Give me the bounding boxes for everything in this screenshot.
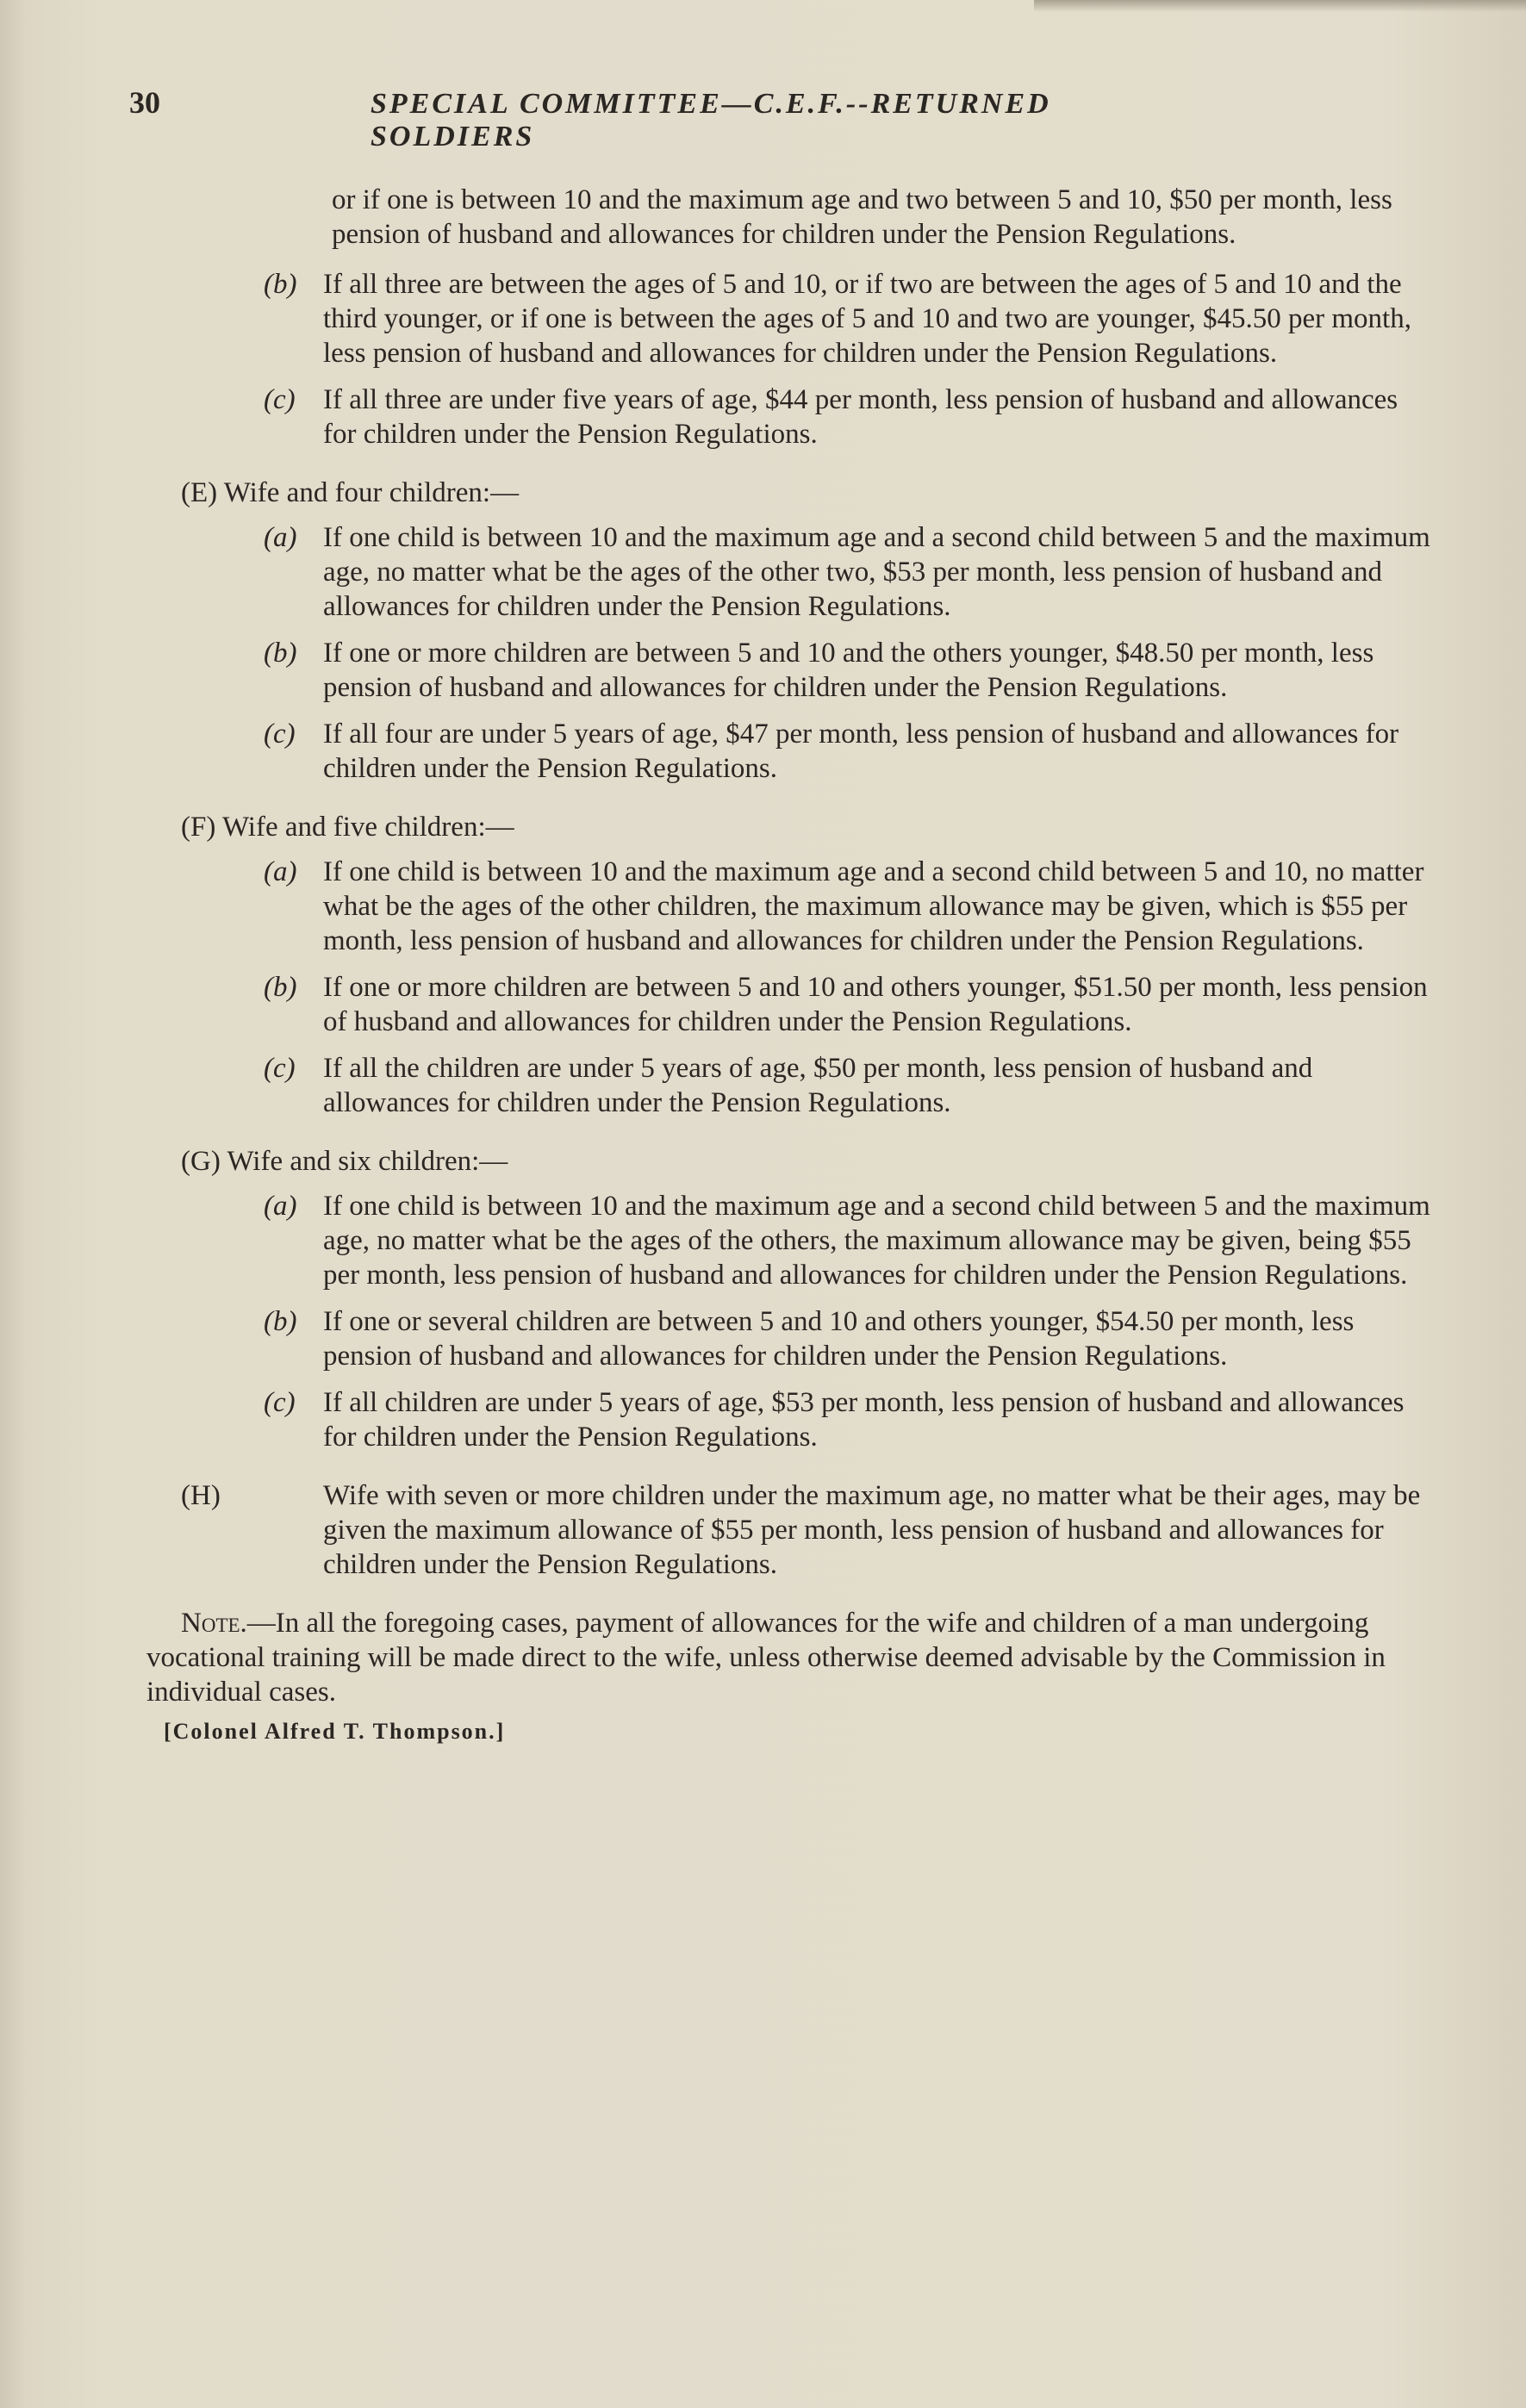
page-header (129, 84, 1215, 152)
subclause-letter: (b) (264, 638, 297, 669)
section-e (181, 476, 1430, 786)
subclause-text: If all three are under five years of age, $44 per month, less pension of husband and allowances for children under the Pension Regulations. (323, 384, 1398, 450)
subclause-d-b (181, 267, 1430, 370)
subclause-letter: (c) (264, 384, 296, 415)
page-edge-shadow (1034, 0, 1526, 12)
subclause-text: If all three are between the ages of 5 and 10, or if two are between the ages of 5 and 10 and the third younger, or if one is between the ages of 5 and 10 and two are younger, $45.50 per month, less pension of husband and allowances for children under the Pension Regulations. (323, 269, 1411, 369)
subclause-d-c (181, 383, 1430, 451)
section-heading: (F) Wife and five children:— (181, 812, 514, 843)
section-g (181, 1144, 1430, 1454)
subclause-e-c (181, 717, 1430, 786)
section-heading: (E) Wife and four children:— (181, 477, 520, 508)
section-h (181, 1478, 1430, 1582)
page-number: 30 (129, 85, 160, 120)
subclause-g-b (181, 1304, 1430, 1373)
subclause-text: If all four are under 5 years of age, $47 per month, less pension of husband and allowances for children under the Pension Regulations. (323, 719, 1399, 784)
subclause-text: If one or more children are between 5 and 10 and others younger, $51.50 per month, less pension of husband and allowances for children under the Pension Regulations. (323, 972, 1428, 1037)
continued-paragraph: or if one is between 10 and the maximum age and two between 5 and 10, $50 per month, less pension of husband and allowances for children under the Pension Regulations. (332, 184, 1392, 250)
note-label: Note. (181, 1608, 247, 1639)
running-title: SPECIAL COMMITTEE—C.E.F.--RETURNED SOLDIERS (371, 88, 1051, 152)
subclause-letter: (c) (264, 1053, 296, 1084)
subclause-text: If all children are under 5 years of age, $53 per month, less pension of husband and allowances for children under the Pension Regulations. (323, 1387, 1405, 1453)
attribution: [Colonel Alfred T. Thompson.] (164, 1719, 506, 1744)
note-paragraph (146, 1606, 1430, 1709)
subclause-letter: (b) (264, 1306, 297, 1337)
subclause-letter: (c) (264, 719, 296, 750)
section-d-continued (181, 267, 1430, 451)
subclause-letter: (a) (264, 856, 297, 887)
subclause-text: If one or more children are between 5 and 10 and the others younger, $48.50 per month, less pension of husband and allowances for children under the Pension Regulations. (323, 638, 1374, 703)
subclause-g-c (181, 1385, 1430, 1454)
subclause-text: If one or several children are between 5 and 10 and others younger, $54.50 per month, less pension of husband and allowances for children under the Pension Regulations. (323, 1306, 1355, 1372)
subclause-text: If all the children are under 5 years of age, $50 per month, less pension of husband and allowances for children under the Pension Regulations. (323, 1053, 1313, 1118)
section-letter: (H) (181, 1480, 221, 1511)
section-f (181, 810, 1430, 1120)
subclause-text: If one child is between 10 and the maximum age and a second child between 5 and 10, no matter what be the ages of the other children, the maximum allowance may be given, which is $55 per month, less pension of husband and allowances for children under the Pension Regulations. (323, 856, 1424, 956)
note-text: —In all the foregoing cases, payment of allowances for the wife and children of a man undergoing vocational training will be made direct to the wife, unless otherwise deemed advisable by the Commission in individual cases. (146, 1608, 1386, 1708)
subclause-e-b (181, 636, 1430, 705)
subclause-letter: (b) (264, 269, 297, 300)
subclause-letter: (b) (264, 972, 297, 1003)
section-heading: (G) Wife and six children:— (181, 1146, 508, 1177)
section-text: Wife with seven or more children under the maximum age, no matter what be their ages, may be given the maximum allowance of $55 per month, less pension of husband and allowances for children under the Pension Regulations. (323, 1480, 1421, 1580)
subclause-e-a (181, 520, 1430, 624)
page-body (146, 183, 1430, 1749)
subclause-f-b (181, 970, 1430, 1039)
subclause-f-a (181, 855, 1430, 958)
subclause-letter: (a) (264, 522, 297, 553)
subclause-f-c (181, 1051, 1430, 1120)
subclause-text: If one child is between 10 and the maximum age and a second child between 5 and the maximum age, no matter what be the ages of the others, the maximum allowance may be given, being $55 per month, less pension of husband and allowances for children under the Pension Regulations. (323, 1191, 1430, 1291)
subclause-g-a (181, 1189, 1430, 1292)
subclause-letter: (c) (264, 1387, 296, 1418)
subclause-letter: (a) (264, 1191, 297, 1222)
subclause-text: If one child is between 10 and the maximum age and a second child between 5 and the maximum age, no matter what be the ages of the other two, $53 per month, less pension of husband and allowances for children under the Pension Regulations. (323, 522, 1430, 622)
